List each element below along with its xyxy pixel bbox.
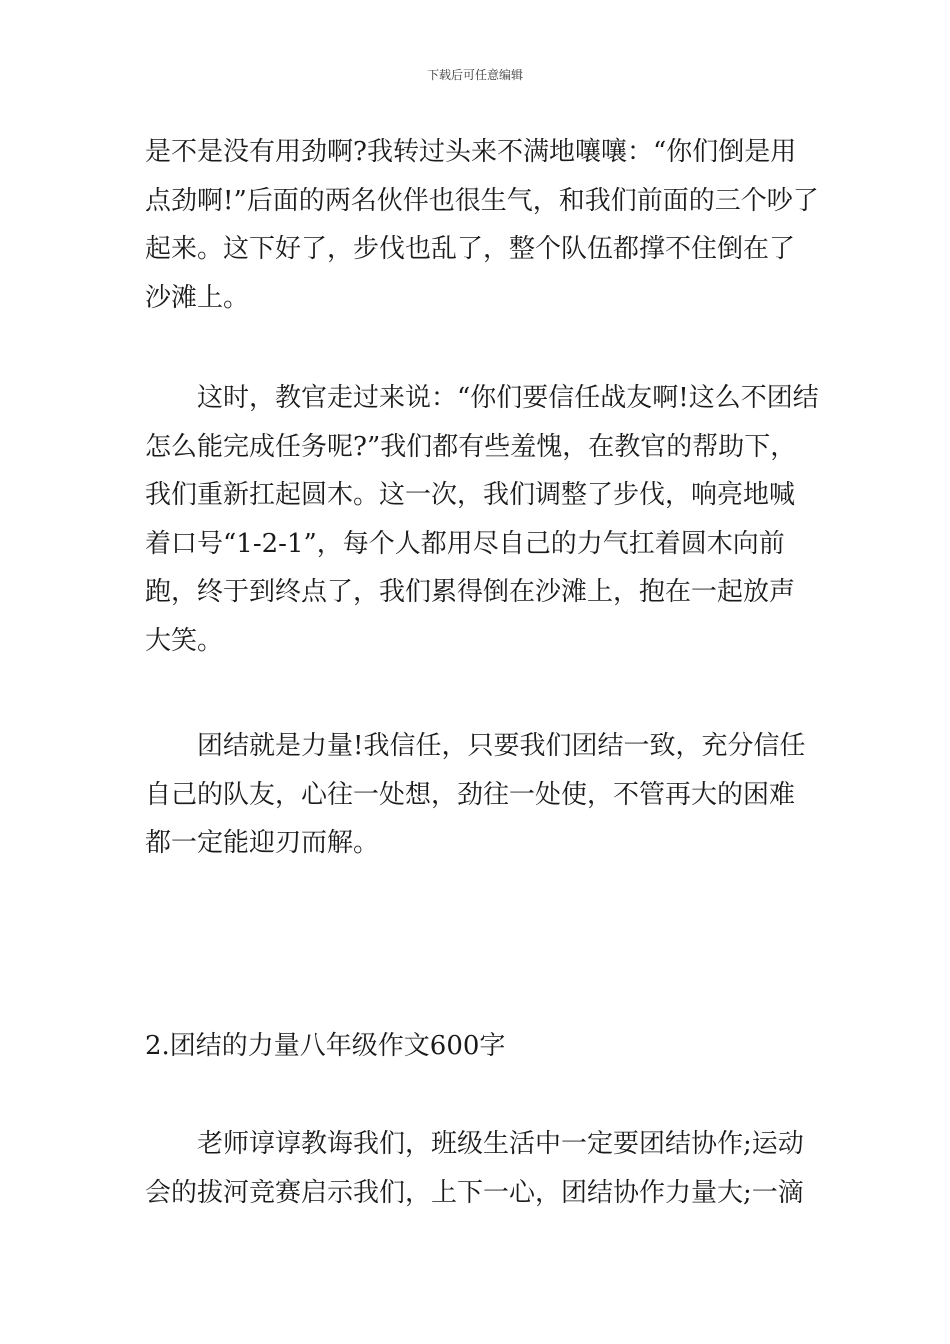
paragraph-3: 团结就是力量!我信任，只要我们团结一致，充分信任自己的队友，心往一处想，劲往一处使，不管再大的困难都一定能迎刃而解。	[145, 731, 806, 858]
paragraph-4: 老师谆谆教诲我们，班级生活中一定要团结协作;运动会的拔河竞赛启示我们，上下一心，团结协作力量大;一滴	[145, 1129, 804, 1208]
paragraph-1: 是不是没有用劲啊?我转过头来不满地嚷嚷：“你们倒是用点劲啊!”后面的两名伙伴也很生气，和我们前面的三个吵了起来。这下好了，步伐也乱了，整个队伍都撑不住倒在了沙滩上。	[145, 137, 819, 313]
paragraph-2: 这时，教官走过来说：“你们要信任战友啊!这么不团结怎么能完成任务呢?”我们都有些羞愧，在教官的帮助下，我们重新扛起圆木。这一次，我们调整了步伐，响亮地喊着口号“1-2-1”，每个人都用尽自己的力气扛着圆木向前跑，终于到终点了，我们累得倒在沙滩上，抱在一起放声大笑。	[145, 383, 819, 656]
header-note: 下载后可任意编辑	[426, 68, 523, 82]
section-heading: 2.团结的力量八年级作文600字	[145, 1031, 506, 1061]
